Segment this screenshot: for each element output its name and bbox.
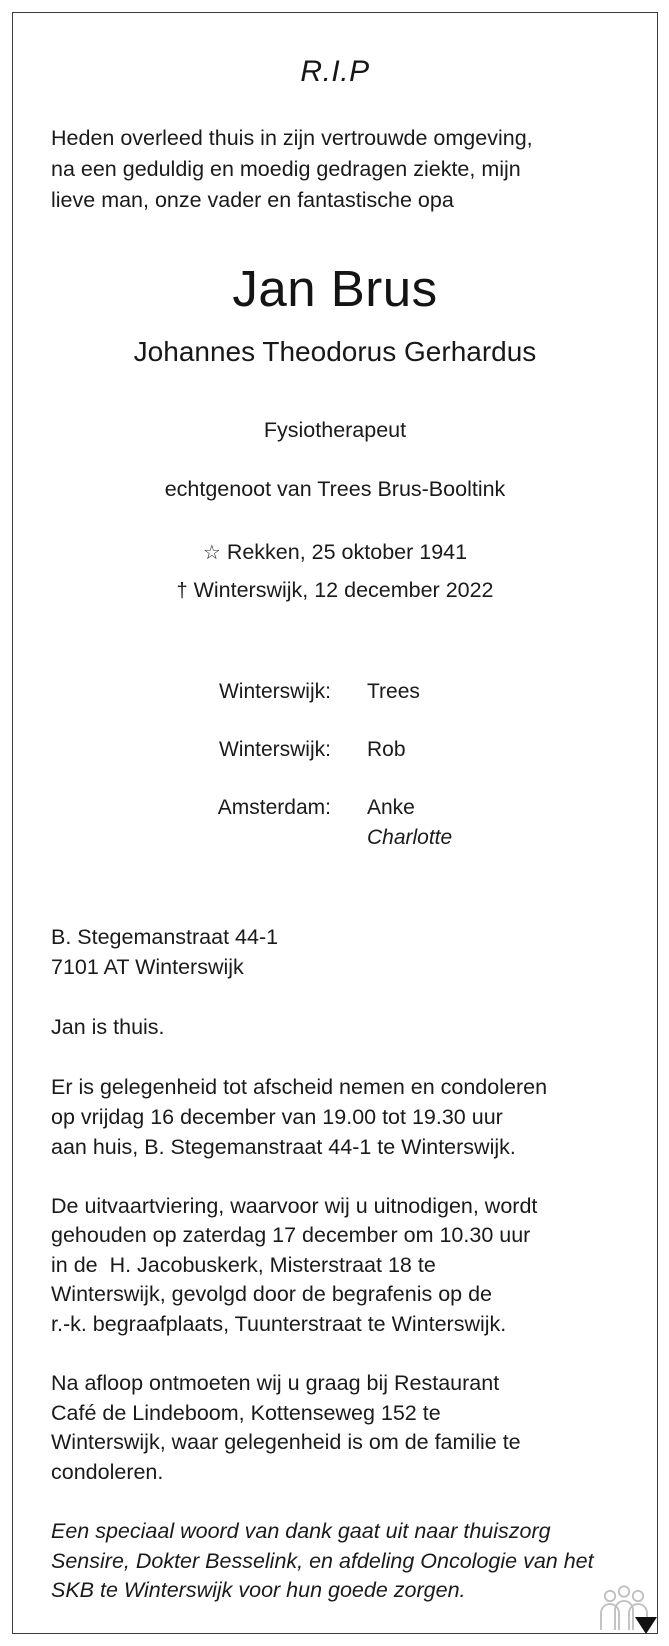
thanks-line-3: SKB te Winterswijk voor hun goede zorgen. <box>51 1578 466 1603</box>
reception-line-2: Café de Lindeboom, Kottenseweg 152 te <box>51 1400 441 1425</box>
family-name-main: Rob <box>366 737 406 761</box>
corner-marker-icon <box>635 1617 657 1634</box>
intro-text <box>51 123 619 216</box>
birth-date-text: Rekken, 25 oktober 1941 <box>226 539 468 564</box>
service-line-3: in de H. Jacobuskerk, Misterstraat 18 te <box>51 1252 436 1277</box>
service-paragraph <box>51 1192 619 1340</box>
family-name-secondary: Charlotte <box>366 825 453 849</box>
family-city: Amsterdam: <box>217 795 331 819</box>
family-list <box>218 680 452 850</box>
death-date-line <box>51 572 619 610</box>
address-block <box>51 922 619 982</box>
family-row <box>218 796 452 850</box>
address-line-1: B. Stegemanstraat 44-1 <box>51 924 279 949</box>
service-line-4: Winterswijk, gevolgd door de begrafenis op de <box>51 1282 493 1307</box>
thanks-line-1: Een speciaal woord van dank gaat uit naar thuiszorg <box>51 1519 551 1544</box>
service-line-5: r.-k. begraafplaats, Tuunterstraat te Winterswijk. <box>51 1311 507 1336</box>
address-line-2: 7101 AT Winterswijk <box>51 954 244 979</box>
service-line-2: gehouden op zaterdag 17 december om 10.30 uur <box>51 1223 531 1248</box>
birth-date-line <box>51 534 619 572</box>
condolence-line-1: Er is gelegenheid tot afscheid nemen en condoleren <box>51 1074 548 1099</box>
profession: Fysiotherapeut <box>263 417 407 442</box>
thanks-line-2: Sensire, Dokter Besselink, en afdeling Oncologie van het <box>51 1548 594 1573</box>
family-name-main: Anke <box>366 795 415 819</box>
condolence-paragraph <box>51 1072 619 1162</box>
star-icon: ☆ <box>202 541 221 564</box>
family-row <box>218 738 452 796</box>
obituary-frame <box>12 12 658 1634</box>
family-name <box>367 680 452 738</box>
reception-line-4: condoleren. <box>51 1459 164 1484</box>
life-dates <box>51 534 619 610</box>
thanks-paragraph <box>51 1517 619 1606</box>
service-line-1: De uitvaartviering, waarvoor wij u uitnodigen, wordt <box>51 1193 538 1218</box>
family-name-main: Trees <box>366 679 420 703</box>
reception-paragraph <box>51 1369 619 1487</box>
home-note-line: Jan is thuis. <box>51 1014 165 1039</box>
family-row <box>218 680 452 738</box>
family-city: Winterswijk: <box>218 679 331 703</box>
intro-line-3: lieve man, onze vader en fantastische opa <box>51 188 454 212</box>
family-city: Winterswijk: <box>218 737 331 761</box>
condolence-line-2: op vrijdag 16 december van 19.00 tot 19.30 uur <box>51 1104 503 1129</box>
spouse-line: echtgenoot van Trees Brus-Booltink <box>164 476 506 501</box>
reception-line-1: Na afloop ontmoeten wij u graag bij Restaurant <box>51 1371 500 1396</box>
rip-heading: R.I.P <box>300 55 370 88</box>
death-date-text: Winterswijk, 12 december 2022 <box>193 577 494 602</box>
condolence-line-3: aan huis, B. Stegemanstraat 44-1 te Winterswijk. <box>51 1134 516 1159</box>
deceased-full-names: Johannes Theodorus Gerhardus <box>133 335 537 367</box>
deceased-name: Jan Brus <box>232 260 438 317</box>
family-name <box>367 738 452 796</box>
intro-line-2: na een geduldig en moedig gedragen ziekte, mijn <box>51 157 521 181</box>
intro-line-1: Heden overleed thuis in zijn vertrouwde omgeving, <box>51 126 533 150</box>
reception-line-3: Winterswijk, waar gelegenheid is om de familie te <box>51 1430 521 1455</box>
family-name <box>367 796 452 850</box>
home-note <box>51 1012 619 1042</box>
cross-icon: † <box>176 579 188 602</box>
